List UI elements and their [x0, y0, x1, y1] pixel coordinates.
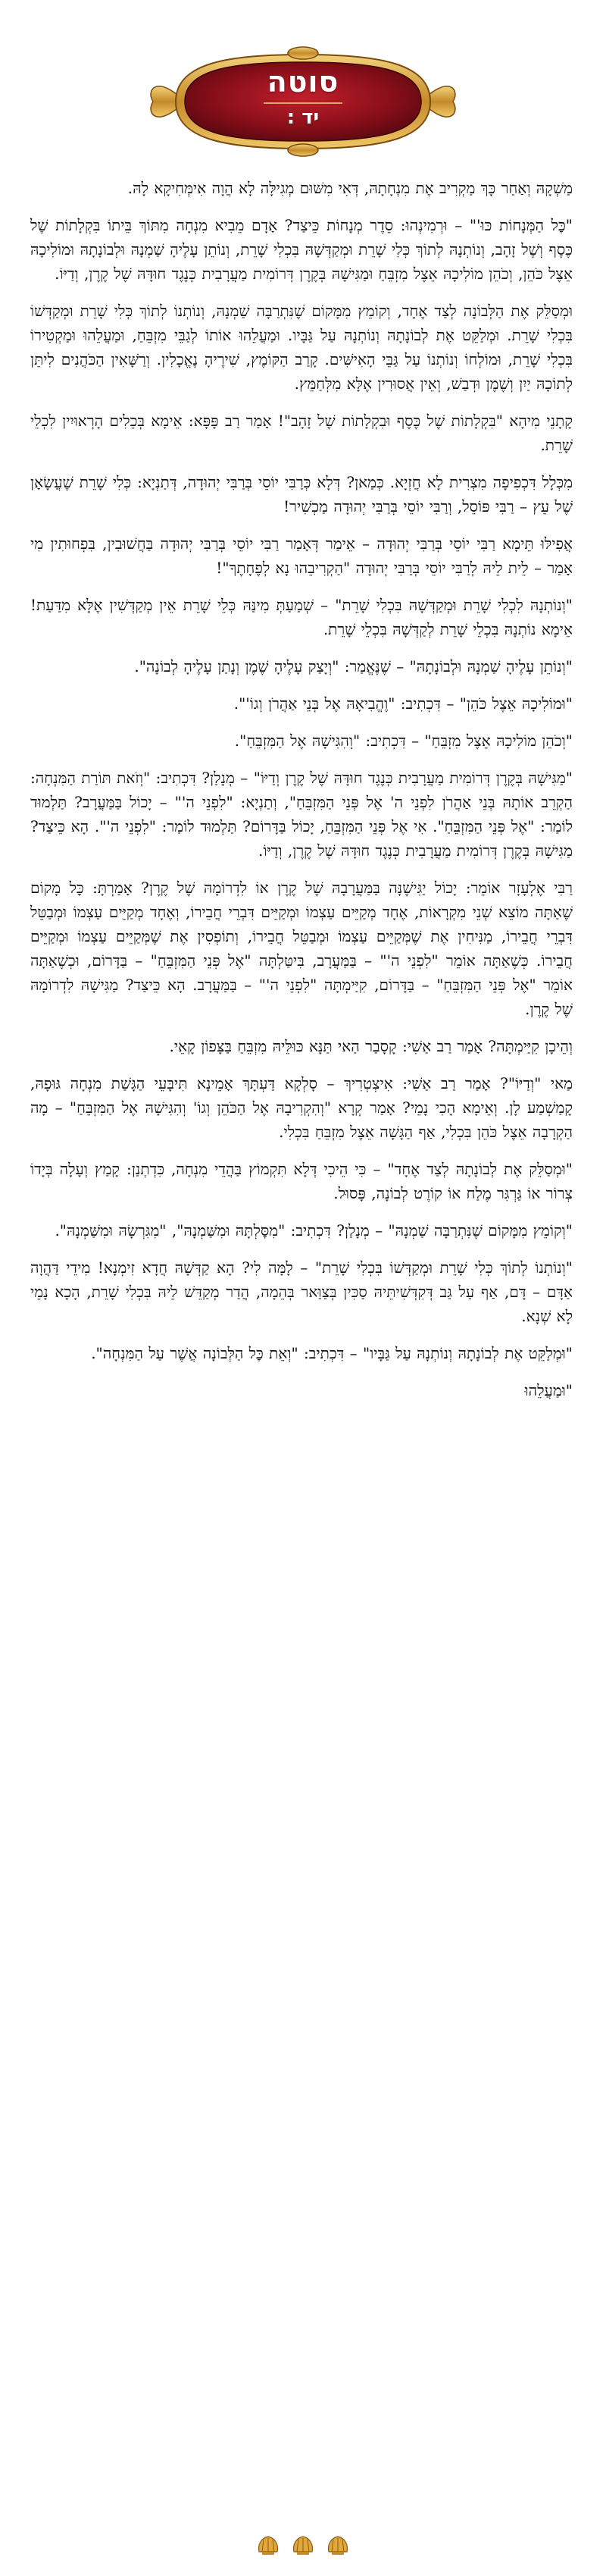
footer-ornament: [0, 2535, 606, 2556]
text-paragraph: "וּמַעֲלֵהוּ: [524, 1381, 573, 1399]
text-paragraph: "וְנוֹתְנָהּ לִכְלִי שָׁרֵת וּמְקַדְּשָׁהּ בִּכְלִי שָׁרֵת" – שְׁמַעַתְּ מִינַּהּ כְּלֵי שָׁרֵת אֵין מְקַדְּשִׁין אֶלָּא מִדַּעַת! אֵימָא נוֹתְנָהּ בִּכְלֵי שָׁרֵת לְקַדְּשָׁהּ בִּכְלֵי שָׁרֵת.: [30, 596, 573, 638]
text-paragraph: מַשְׁקָהּ וְאַחַר כָּךְ מַקְרִיב אֶת מִנְחָתָהּ, דְּאִי מִשּׁוּם מְגִילָּה לָא הֲוָה אִימְּחִיקָא לָהּ.: [127, 179, 573, 197]
daf-number: יד :: [286, 106, 320, 129]
shell-icon: [256, 2535, 280, 2556]
text-paragraph: "וּמְסַלֵּק אֶת לְבוֹנָתָהּ לְצַד אֶחָד" – כִּי הֵיכִי דְּלָא תִּקְמוֹץ בַּהֲדֵי מִנְחָה, כִּדְתְנַן: קָמַץ וְעָלָה בְּיָדוֹ צְרוֹר אוֹ גַּרְגִּר מֶלַח אוֹ קוֹרֶט לְבוֹנָה, פָּסוּל.: [30, 1160, 573, 1202]
tractate-banner: [142, 44, 464, 159]
text-paragraph: "מַגִּישָׁהּ בְּקֶרֶן דְּרוֹמִית מַעֲרָבִית כְּנֶגֶד חוּדָּהּ שֶׁל קֶרֶן וְדַיּוֹ" – מְנָלַן? דִּכְתִיב: "וְזֹאת תּוֹרַת הַמִּנְחָה: הַקְרֵב אוֹתָהּ בְּנֵי אַהֲרֹן לִפְנֵי ה' אֶל פְּנֵי הַמִּזְבֵּחַ", וְתַנְיָא: "לִפְנֵי ה'" – יָכוֹל בַּמַּעֲרָב? תַּלְמוּד לוֹמַר: "אֶל פְּנֵי הַמִּזְבֵּחַ". אִי אֶל פְּנֵי הַמִּזְבֵּחַ, יָכוֹל בַּדָּרוֹם? תַּלְמוּד לוֹמַר: "לִפְנֵי ה'". הָא כֵּיצַד? מַגִּישָׁהּ בְּקֶרֶן דְּרוֹמִית מַעֲרָבִית כְּנֶגֶד חוּדָּהּ שֶׁל קֶרֶן, וְדַיּוֹ.: [30, 769, 573, 860]
banner-ornament: [142, 44, 464, 159]
text-paragraph: "וְכֹהֵן מוֹלִיכָהּ אֵצֶל מִזְבֵּחַ" – דִּכְתִיב: "וְהִגִּישָׁהּ אֶל הַמִּזְבֵּחַ".: [234, 732, 573, 750]
text-paragraph: רַבִּי אֶלְעָזָר אוֹמֵר: יָכוֹל יַגִּישֶׁנָּה בַּמַּעֲרָבָהּ שֶׁל קֶרֶן אוֹ לִדְרוֹמָהּ שֶׁל קֶרֶן? אָמַרְתָּ: כׇּל מָקוֹם שֶׁאַתָּה מוֹצֵא שְׁנֵי מִקְרָאוֹת, אֶחָד מְקַיֵּים עַצְמוֹ וּמְקַיֵּים דִּבְרֵי חֲבֵירוֹ, וְאֶחָד מְקַיֵּים עַצְמוֹ וּמְבַטֵּל דִּבְרֵי חֲבֵירוֹ, מַנִּיחִין אֶת שֶׁמְּקַיֵּים עַצְמוֹ וּמְבַטֵּל חֲבֵירוֹ, וְתוֹפְסִין אֶת שֶׁמְּקַיֵּים עַצְמוֹ וּמְקַיֵּים חֲבֵירוֹ. כְּשֶׁאַתָּה אוֹמֵר "לִפְנֵי ה'" – בַּמַּעֲרָב, בִּיטַּלְתָּה "אֶל פְּנֵי הַמִּזְבֵּחַ" – בַּדָּרוֹם, וּכְשֶׁאַתָּה אוֹמֵר "אֶל פְּנֵי הַמִּזְבֵּחַ" – בַּדָּרוֹם, קִיַּימְתָּה "לִפְנֵי ה'" – בַּמַּעֲרָב. הָא כֵּיצַד? מַגִּישָׁהּ לִדְרוֹמָהּ שֶׁל קֶרֶן.: [30, 879, 573, 1018]
text-paragraph: וּמְסַלֵּק אֶת הַלְּבוֹנָה לְצַד אֶחָד, וְקוֹמֵץ מִמָּקוֹם שֶׁנִּתְרַבָּה שַׁמְנָהּ, וְנוֹתְנוֹ לְתוֹךְ כְּלִי שָׁרֵת וּמְקַדְּשׁוֹ בִּכְלִי שָׁרֵת. וּמְלַקֵּט אֶת לְבוֹנָתָהּ וְנוֹתְנָהּ עַל גַּבָּיו. וּמַעֲלֵהוּ אוֹתוֹ לְגַבֵּי מִזְבֵּחַ, וּמַעֲלֵהוּ וּמַקְטִירוֹ בִּכְלִי שָׁרֵת, וּמוֹלְחוֹ וְנוֹתְנוֹ עַל גַּבֵּי הָאִישִּׁים. קָרַב הַקּוֹמֶץ, שִׁירֶיהָ נֶאֱכָלִין. וְרַשָּׁאִין הַכֹּהֲנִים לִיתֵּן לְתוֹכָהּ יַיִן וְשֶׁמֶן וּדְבַשׁ, וְאֵין אֲסוּרִין אֶלָּא מִלְּחַמֵּץ.: [30, 302, 573, 393]
text-paragraph: "וְנוֹתֵן עָלֶיהָ שַׁמְנָהּ וּלְבוֹנָתָהּ" – שֶׁנֶּאֱמַר: "וְיָצַק עָלֶיהָ שֶׁמֶן וְנָתַן עָלֶיהָ לְבוֹנָה".: [134, 657, 573, 675]
text-paragraph: "וּמְלַקֵּט אֶת לְבוֹנָתָהּ וְנוֹתְנָהּ עַל גַּבָּיו" – דִּכְתִיב: "וְאֵת כׇּל הַלְּבוֹנָה אֲשֶׁר עַל הַמִּנְחָה".: [91, 1344, 573, 1362]
text-paragraph: מִכְּלָל דִּכְפִיפָה מִצְרִית לָא חֲזְיָא. כְּמַאן? דְּלָא כְּרַבִּי יוֹסֵי בְּרַבִּי יְהוּדָה, דְּתַנְיָא: כְּלִי שָׁרֵת שֶׁעֲשָׂאָן שֶׁל עֵץ – רַבִּי פּוֹסֵל, וְרַבִּי יוֹסֵי בְּרַבִּי יְהוּדָה מַכְשִׁיר!: [30, 473, 573, 516]
text-paragraph: "כׇּל הַמְּנָחוֹת כּוּ'" – וּרְמִינְהוּ: סֵדֶר מְנָחוֹת כֵּיצַד? אָדָם מֵבִיא מִנְחָה מִתּוֹךְ בֵּיתוֹ בִּקְלָתוֹת שֶׁל כֶּסֶף וְשֶׁל זָהָב, וְנוֹתְנָהּ לְתוֹךְ כְּלִי שָׁרֵת וּמְקַדְּשָׁהּ בִּכְלִי שָׁרֵת, וְנוֹתֵן עָלֶיהָ שַׁמְנָהּ וּלְבוֹנָתָהּ וּמוֹלִיכָהּ אֵצֶל כֹּהֵן, וְכֹהֵן מוֹלִיכָהּ אֵצֶל מִזְבֵּחַ וּמַגִּישָׁהּ בְּקֶרֶן דְּרוֹמִית מַעֲרָבִית כְּנֶגֶד חוּדָּהּ שֶׁל קֶרֶן, וְדַיּוֹ.: [30, 216, 573, 283]
text-paragraph: אֲפִילּוּ תֵּימָא רַבִּי יוֹסֵי בְּרַבִּי יְהוּדָה – אֵימַר דְּאָמַר רַבִּי יוֹסֵי בְּרַבִּי יְהוּדָה בַּחֲשׁוּבִין, בִּפְחוּתִין מִי אָמַר – לֵית לֵיהּ לְרַבִּי יוֹסֵי בְּרַבִּי יְהוּדָה "הַקְרִיבֵהוּ נָא לְפֶחָתֶךָ"!: [30, 534, 573, 577]
shell-icon: [326, 2535, 350, 2556]
text-paragraph: קָתָנֵי מִיהָא "בִּקְלָתוֹת שֶׁל כֶּסֶף וּבִקְלָתוֹת שֶׁל זָהָב"! אָמַר רַב פָּפָּא: אֵימָא בְּכֵלִים הָרְאוּיִין לִכְלֵי שָׁרֵת.: [30, 412, 573, 454]
text-paragraph: מַאי "וְדַיּוֹ"? אָמַר רַב אַשִׁי: אִיצְטְרִיךְ – סָלְקָא דַּעְתָּךְ אָמֵינָא תִּיבָּעֵי הַגָּשַׁת מִנְחָה גּוּפָהּ, קָמַשְׁמַע לָן. וְאֵימָא הָכִי נָמֵי? אָמַר קְרָא "וְהִקְרִיבָהּ אֶל הַכֹּהֵן וְגוֹ' וְהִגִּישָׁהּ אֶל הַמִּזְבֵּחַ" – מָה הַקְרָבָה אֵצֶל כֹּהֵן בִּכְלִי, אַף הַגָּשָׁה אֵצֶל מִזְבֵּחַ בִּכְלִי.: [30, 1074, 573, 1141]
text-paragraph: "וְקוֹמֵץ מִמָּקוֹם שֶׁנִּתְרַבָּה שַׁמְנָהּ" – מְנָלַן? דִּכְתִיב: "מִסׇּלְתָּהּ וּמִשַּׁמְנָהּ", "מִגִּרְשָׂהּ וּמִשַּׁמְנָהּ".: [55, 1221, 573, 1239]
tractate-title: סוטה: [267, 65, 339, 99]
shell-icon: [291, 2535, 315, 2556]
text-paragraph: "וּמוֹלִיכָהּ אֵצֶל כֹּהֵן" – דִּכְתִיב: "וֶהֱבִיאָהּ אֶל בְּנֵי אַהֲרֹן וְגוֹ'".: [233, 694, 573, 713]
talmud-text: [30, 176, 573, 2511]
text-paragraph: "וְנוֹתְנוֹ לְתוֹךְ כְּלִי שָׁרֵת וּמְקַדְּשׁוֹ בִּכְלִי שָׁרֵת" – לָמָּה לִי? הָא קַדְּשָׁהּ חֲדָא זִימְנָא! מִידֵי דַּהֲוָה אַדָּם – דָּם, אַף עַל גַּב דְּקִדְּשִׁיתֵּיהּ סַכִּין בְּצַוַּאר בְּהֵמָה, הֲדַר מְקַדֵּשׁ לֵיהּ בִּכְלִי שָׁרֵת, הָכָא נָמֵי לָא שְׁנָא.: [30, 1258, 573, 1325]
text-paragraph: וְהֵיכָן קִיַּימְתָּה? אָמַר רַב אַשִׁי: קָסָבַר הַאי תַּנָּא כּוּלֵּיהּ מִזְבֵּחַ בַּצָּפוֹן קָאֵי.: [169, 1037, 573, 1055]
